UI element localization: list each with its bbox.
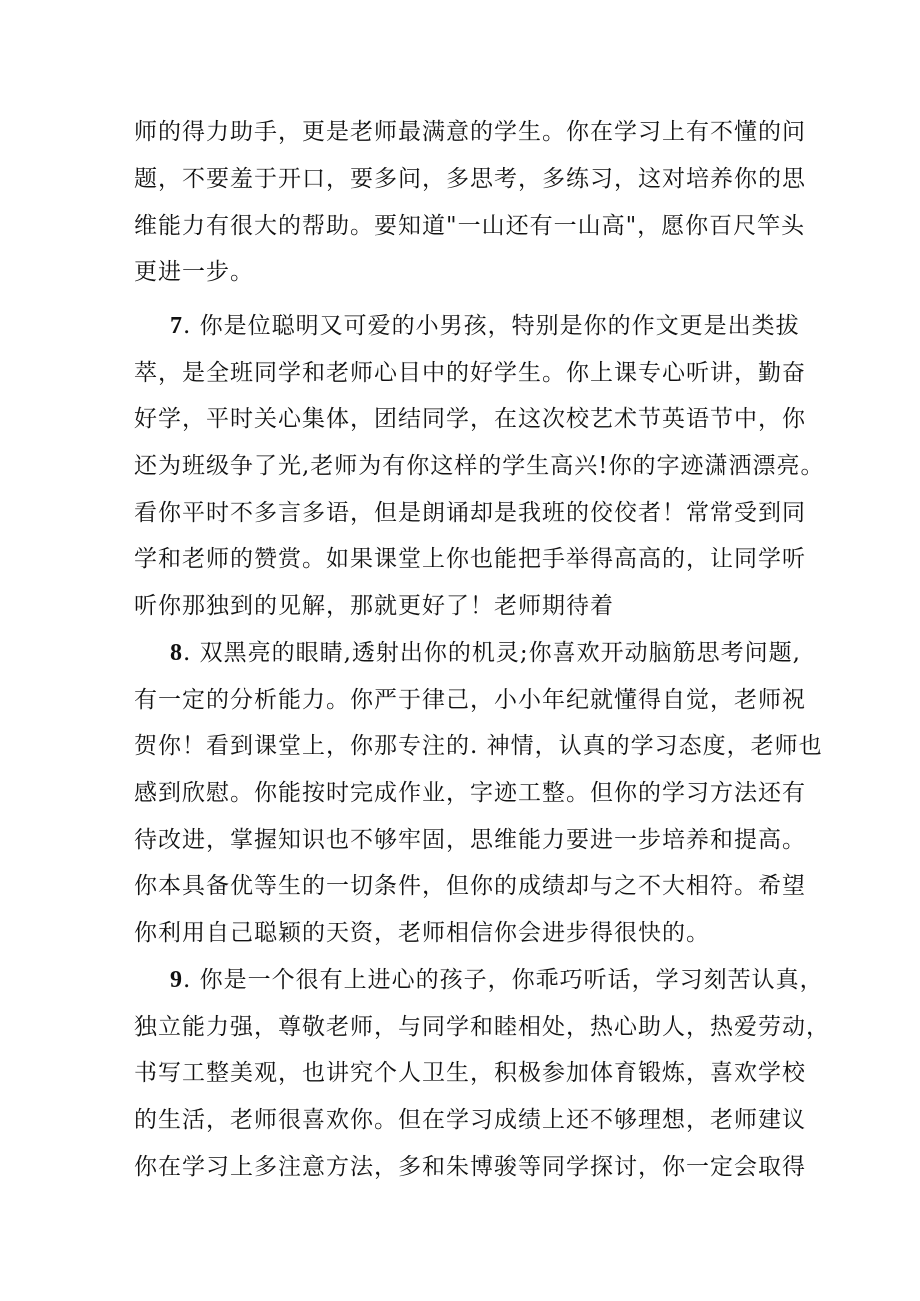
item-number: 8 [170, 640, 183, 666]
paragraph-line: 还为班级争了光,老师为有你这样的学生高兴!你的字迹潇洒漂亮。 [134, 453, 825, 479]
item-8-lead-text: . 双黑亮的眼睛,透射出你的机灵;你喜欢开动脑筋思考问题, [183, 640, 801, 666]
paragraph-line: 萃，是全班同学和老师心目中的好学生。你上课专心听讲，勤奋 [134, 360, 806, 386]
item-7-lead-text: . 你是位聪明又可爱的小男孩，特别是你的作文更是出类拔 [183, 313, 800, 339]
item-9-lead-text: . 你是一个很有上进心的孩子，你乖巧听话，学习刻苦认真， [183, 967, 824, 993]
paragraph-line: 好学，平时关心集体，团结同学，在这次校艺术节英语节中，你 [134, 406, 806, 432]
item-number: 7 [170, 313, 183, 339]
paragraph-line: 学和老师的赞赏。如果课堂上你也能把手举得高高的，让同学听 [134, 546, 806, 572]
paragraph-line: 书写工整美观，也讲究个人卫生，积极参加体育锻炼，喜欢学校 [134, 1060, 806, 1086]
paragraph-line: 师的得力助手，更是老师最满意的学生。你在学习上有不懂的问 [134, 119, 806, 145]
paragraph-line: 你本具备优等生的一切条件，但你的成绩却与之不大相符。希望 [134, 873, 806, 899]
paragraph-line: 你在学习上多注意方法，多和朱博骏等同学探讨，你一定会取得 [134, 1154, 806, 1180]
paragraph-line: 有一定的分析能力。你严于律己，小小年纪就懂得自觉，老师祝 [134, 687, 806, 713]
paragraph-line: 维能力有很大的帮助。要知道"一山还有一山高"，愿你百尺竿头 [134, 213, 806, 239]
paragraph-line: 待改进，掌握知识也不够牢固，思维能力要进一步培养和提高。 [134, 827, 806, 853]
paragraph-line: 更进一步。 [134, 259, 254, 285]
paragraph-line: 题，不要羞于开口，要多问，多思考，多练习，这对培养你的思 [134, 166, 806, 192]
item-number: 9 [170, 967, 183, 993]
item-7-first-line [170, 310, 800, 342]
paragraph-line: 听你那独到的见解，那就更好了！老师期待着 [134, 593, 614, 619]
item-8-first-line [170, 637, 801, 669]
item-9-first-line [170, 964, 824, 996]
paragraph-line: 看你平时不多言多语，但是朗诵却是我班的佼佼者！常常受到同 [134, 500, 806, 526]
paragraph-line: 独立能力强，尊敬老师，与同学和睦相处，热心助人，热爱劳动， [134, 1014, 830, 1040]
paragraph-line: 你利用自己聪颖的天资，老师相信你会进步得很快的。 [134, 920, 710, 946]
paragraph-line: 贺你！看到课堂上，你那专注的. 神情，认真的学习态度，老师也 [134, 733, 823, 759]
paragraph-line: 的生活，老师很喜欢你。但在学习成绩上还不够理想，老师建议 [134, 1107, 806, 1133]
paragraph-line: 感到欣慰。你能按时完成作业，字迹工整。但你的学习方法还有 [134, 780, 806, 806]
